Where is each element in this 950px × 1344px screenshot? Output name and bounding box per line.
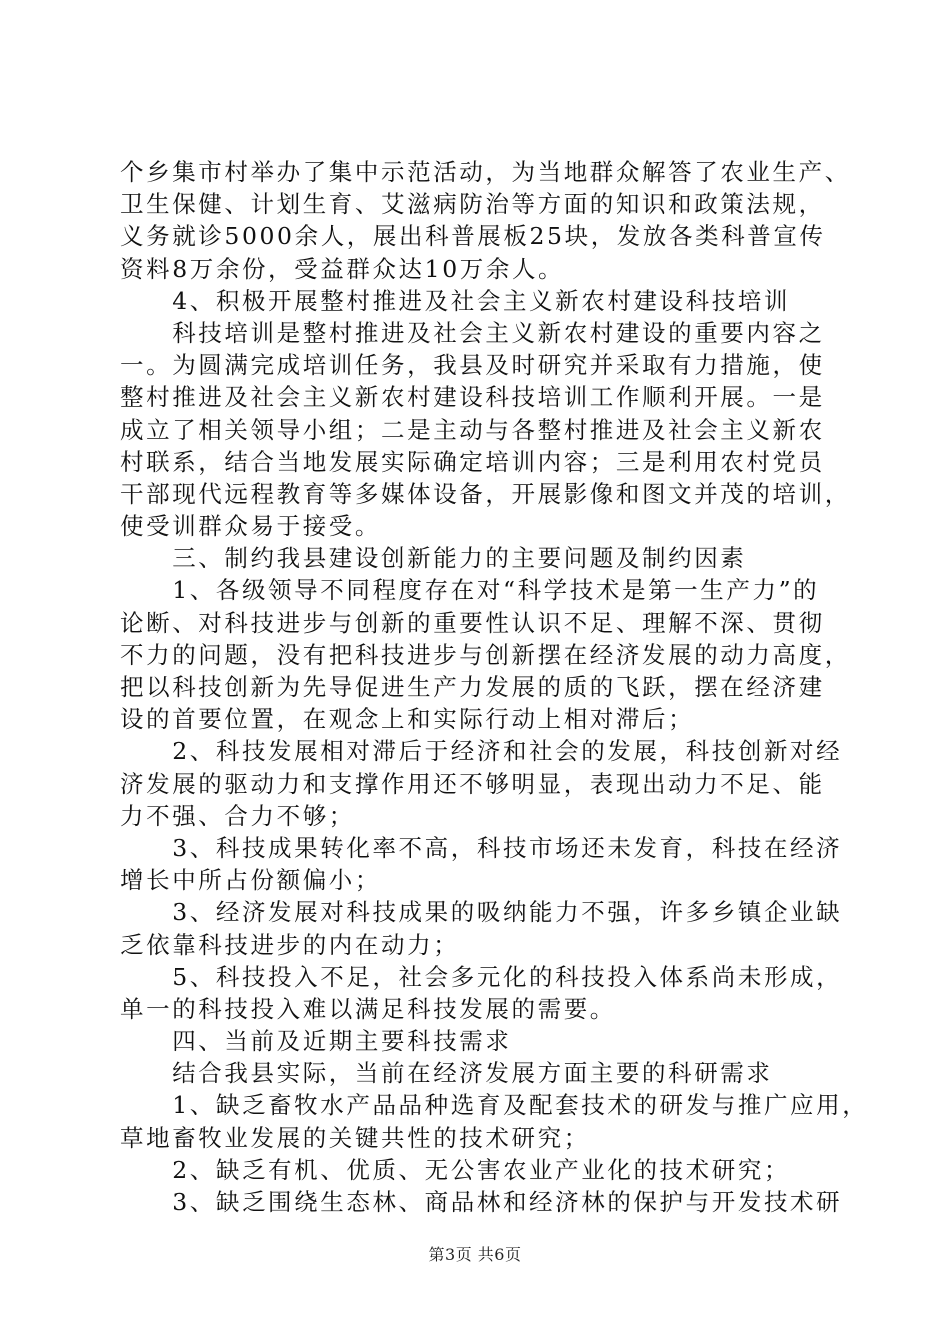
section-heading: 三、制约我县建设创新能力的主要问题及制约因素 [120, 544, 747, 573]
text-line: 3、科技成果转化率不高，科技市场还未发育，科技在经济 [120, 833, 843, 862]
text-line: 成立了相关领导小组；二是主动与各整村推进及社会主义新农 [120, 415, 825, 444]
section-heading: 4、积极开展整村推进及社会主义新农村建设科技培训 [120, 286, 791, 315]
document-body [120, 156, 869, 1218]
text-line: 1、缺乏畜牧水产品品种选育及配套技术的研发与推广应用， [120, 1091, 869, 1120]
text-line: 把以科技创新为先导促进生产力发展的质的飞跃，摆在经济建 [120, 673, 825, 701]
text-line: 乏依靠科技进步的内在动力； [120, 930, 460, 959]
text-line: 3、缺乏围绕生态林、商品林和经济林的保护与开发技术研 [120, 1188, 843, 1216]
text-line: 1、各级领导不同程度存在对“科学技术是第一生产力”的 [120, 576, 820, 605]
text-line: 干部现代远程教育等多媒体设备，开展影像和图文并茂的培训， [120, 479, 851, 508]
text-line: 结合我县实际，当前在经济发展方面主要的科研需求 [120, 1059, 773, 1088]
text-line: 3、经济发展对科技成果的吸纳能力不强，许多乡镇企业缺 [120, 898, 843, 927]
text-line: 5、科技投入不足，社会多元化的科技投入体系尚未形成， [120, 962, 843, 991]
text-line: 义务就诊5000余人，展出科普展板25块，发放各类科普宣传 [120, 222, 826, 251]
text-line: 使受训群众易于接受。 [120, 512, 381, 541]
text-line: 增长中所占份额偏小； [120, 866, 381, 895]
text-line: 村联系，结合当地发展实际确定培训内容；三是利用农村党员 [120, 447, 825, 476]
text-line: 整村推进及社会主义新农村建设科技培训工作顺利开展。一是 [120, 383, 825, 412]
section-heading: 四、当前及近期主要科技需求 [120, 1027, 512, 1056]
text-line: 不力的问题，没有把科技进步与创新摆在经济发展的动力高度， [120, 640, 851, 669]
text-line: 济发展的驱动力和支撑作用还不够明显，表现出动力不足、能 [120, 769, 825, 798]
text-line: 设的首要位置，在观念上和实际行动上相对滞后； [120, 705, 695, 734]
text-line: 2、科技发展相对滞后于经济和社会的发展，科技创新对经 [120, 737, 843, 766]
text-line: 论断、对科技进步与创新的重要性认识不足、理解不深、贯彻 [120, 608, 825, 637]
text-line: 资料8万余份，受益群众达10万余人。 [120, 254, 565, 283]
text-line: 一。为圆满完成培训任务，我县及时研究并采取有力措施，使 [120, 351, 825, 380]
text-line: 科技培训是整村推进及社会主义新农村建设的重要内容之 [120, 318, 825, 347]
text-line: 2、缺乏有机、优质、无公害农业产业化的技术研究； [120, 1155, 791, 1184]
text-line: 单一的科技投入难以满足科技发展的需要。 [120, 994, 616, 1023]
text-line: 草地畜牧业发展的关键共性的技术研究； [120, 1123, 590, 1152]
text-line: 力不强、合力不够； [120, 801, 355, 830]
text-line: 卫生保健、计划生育、艾滋病防治等方面的知识和政策法规， [120, 190, 825, 219]
page-number: 第3页 共6页 [428, 1245, 522, 1264]
text-line: 个乡集市村举办了集中示范活动，为当地群众解答了农业生产、 [120, 158, 851, 186]
page-footer [0, 1242, 950, 1265]
